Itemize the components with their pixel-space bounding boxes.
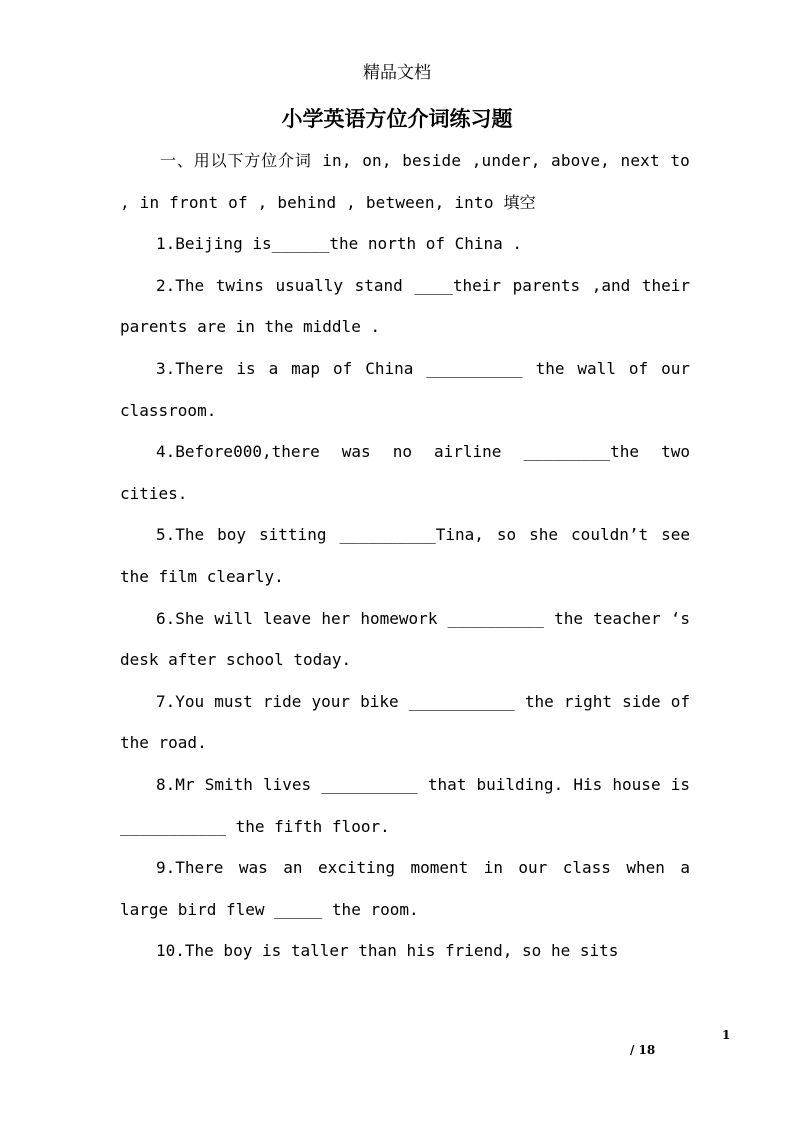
question-7: 7.You must ride your bike ___________ the right side of the road. [120,691,690,753]
question-3: 3.There is a map of China __________ the wall of our classroom. [120,358,690,420]
page-header: 精品文档 [363,63,431,83]
instruction-text: 一、用以下方位介词 in, on, beside ,under, above, next to , in front of , behind , between, into 填空 [120,151,690,212]
question-10: 10.The boy is taller than his friend, so he sits [156,941,619,961]
question-1: 1.Beijing is______the north of China . [156,234,523,254]
document-body [120,140,690,972]
question-9: 9.There was an exciting moment in our class when a large bird flew _____ the room. [120,858,690,919]
page-total: / 18 [630,1043,656,1057]
question-2: 2.The twins usually stand ____their parents ,and their parents are in the middle . [120,275,690,337]
question-8: 8.Mr Smith lives __________ that building. His house is ___________ the fifth floor. [120,774,690,836]
question-4: 4.Before000,there was no airline _________the two cities. [120,442,690,503]
page-number: 1 [722,1028,731,1042]
question-5: 5.The boy sitting __________Tina, so she couldn’t see the film clearly. [120,525,690,586]
page-title: 小学英语方位介词练习题 [281,107,513,131]
question-6: 6.She will leave her homework __________ the teacher ‘s desk after school today. [120,608,690,670]
